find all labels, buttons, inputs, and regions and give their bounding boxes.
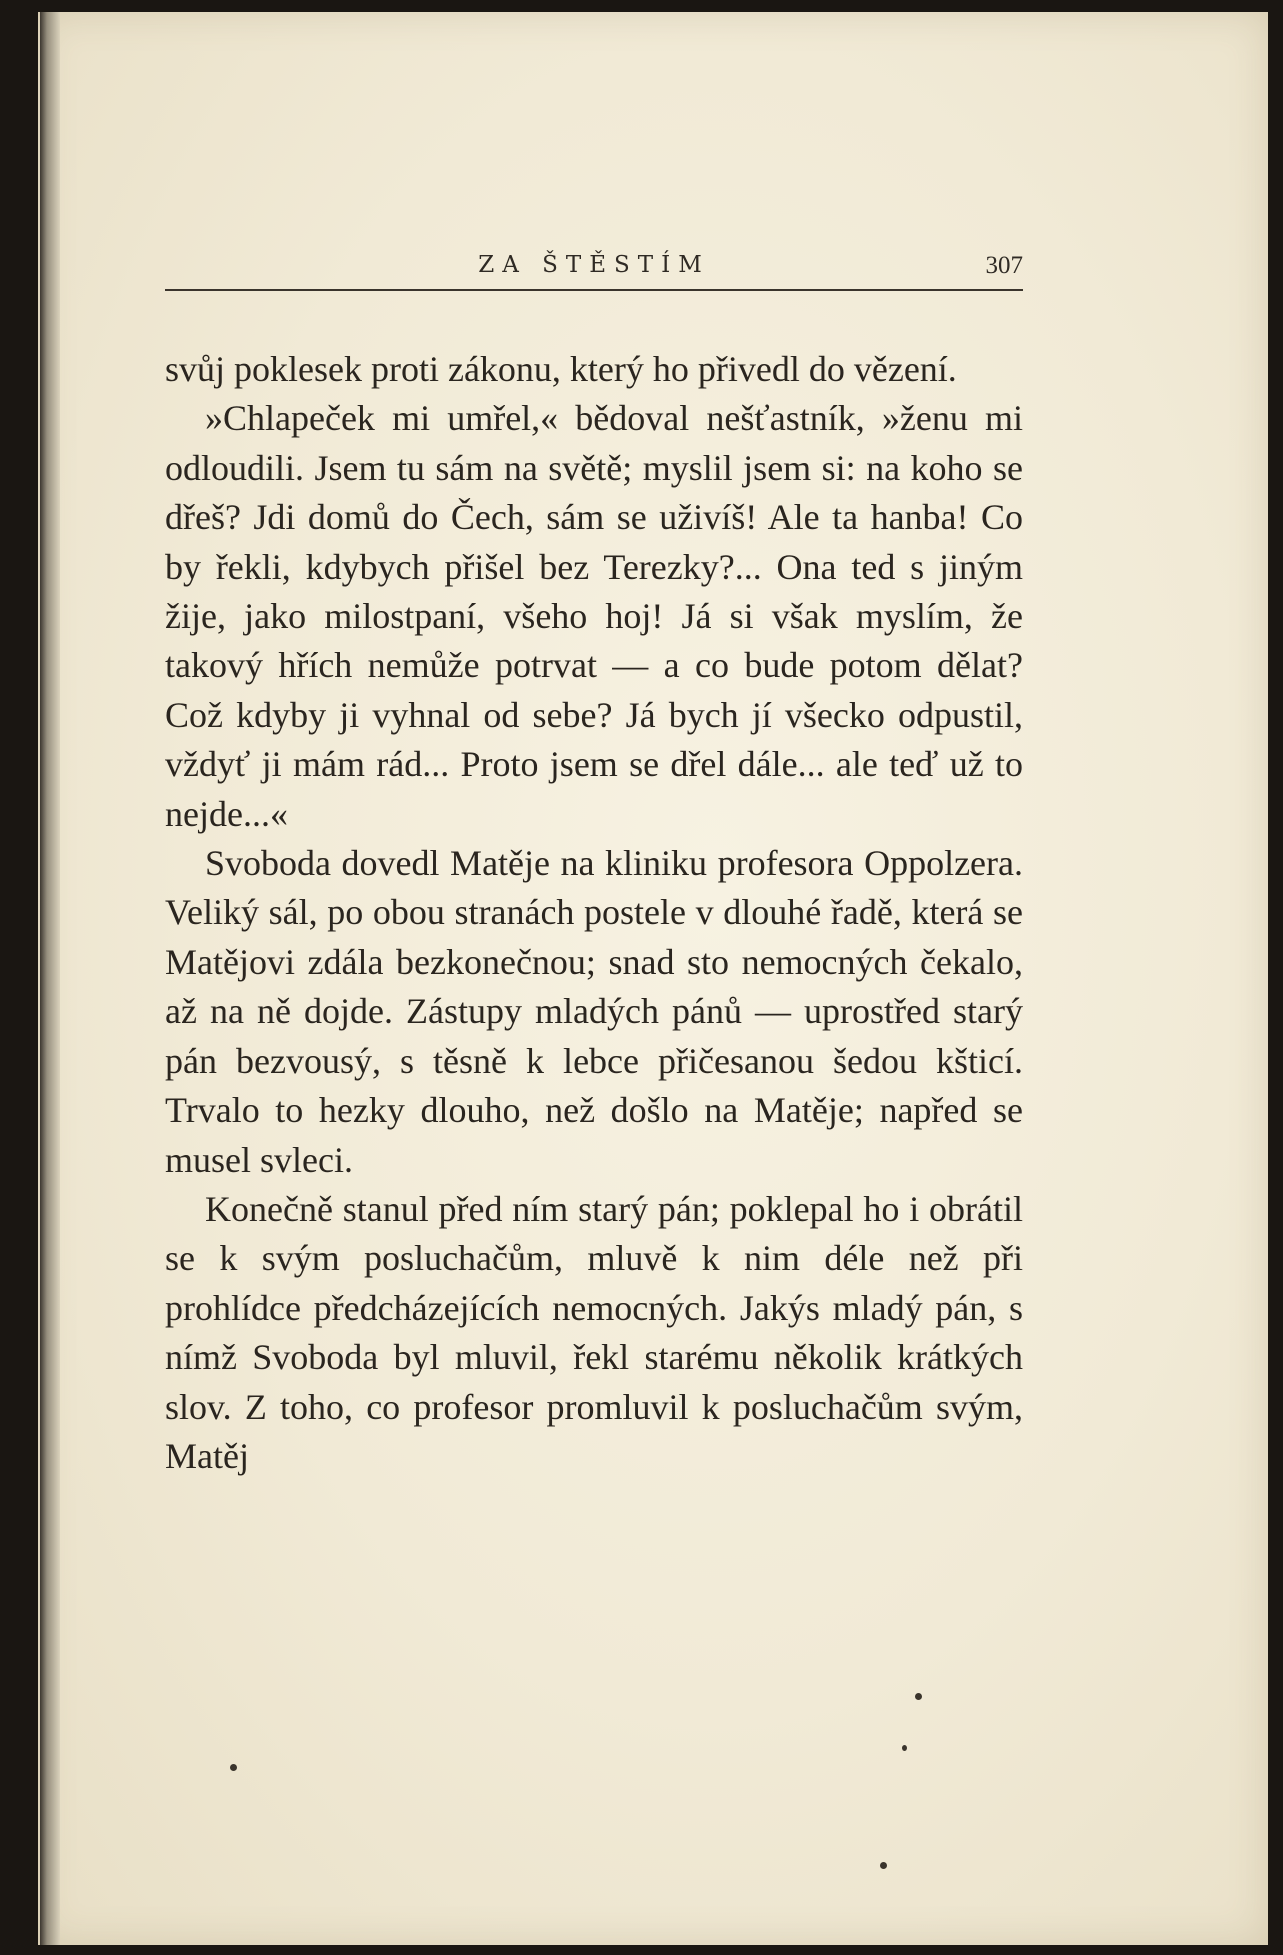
- running-header: [165, 252, 1023, 296]
- ink-speck: [902, 1745, 907, 1751]
- paragraph-continuation: svůj poklesek proti zákonu, který ho přivedl do vězení.: [165, 349, 957, 389]
- running-title: ZA ŠTĚSTÍM: [478, 252, 710, 278]
- page-binding-edge: [40, 12, 60, 1945]
- paragraph-clinic: Svoboda dovedl Matěje na kliniku profesora Oppolzera. Veliký sál, po obou stranách postele v dlouhé řadě, která se Matějovi zdála bezkonečnou; snad sto nemocných čekalo, až na ně dojde. Zástupy mladých pánů — uprostřed starý pán bezvousý, s těsně k lebce přičesanou šedou kšticí. Trvalo to hezky dlouho, než došlo na Matěje; napřed se musel svleci.: [165, 843, 1023, 1180]
- page-number: 307: [985, 252, 1023, 279]
- paragraph-examination: Konečně stanul před ním starý pán; poklepal ho i obrátil se k svým posluchačům, mluvě k nim déle než při prohlídce předcházejících nemocných. Jakýs mladý pán, s nímž Svoboda byl mluvil, řekl starému několik krátkých slov. Z toho, co profesor promluvil k posluchačům svým, Matěj: [165, 1188, 1023, 1476]
- ink-speck: [880, 1862, 887, 1869]
- paragraph-matej-speech: »Chlapeček mi umřel,« bědoval nešťastník, »ženu mi odloudili. Jsem tu sám na světě; myslil jsem si: na koho se dřeš? Jdi domů do Čech, sám se uživíš! Ale ta hanba! Co by řekli, kdybych přišel bez Terezky?... Ona ted s jiným žije, jako milostpaní, všeho hoj! Já si však myslím, že takový hřích nemůže potrvat — a co bude potom dělat? Což kdyby ji vyhnal od sebe? Já bych jí všecko odpustil, vždyť ji mám rád... Proto jsem se dřel dále... ale teď už to nejde...«: [165, 398, 1023, 834]
- ink-speck: [230, 1764, 237, 1771]
- body-text: [165, 345, 1023, 1481]
- header-rule: [165, 289, 1023, 291]
- ink-speck: [915, 1693, 922, 1700]
